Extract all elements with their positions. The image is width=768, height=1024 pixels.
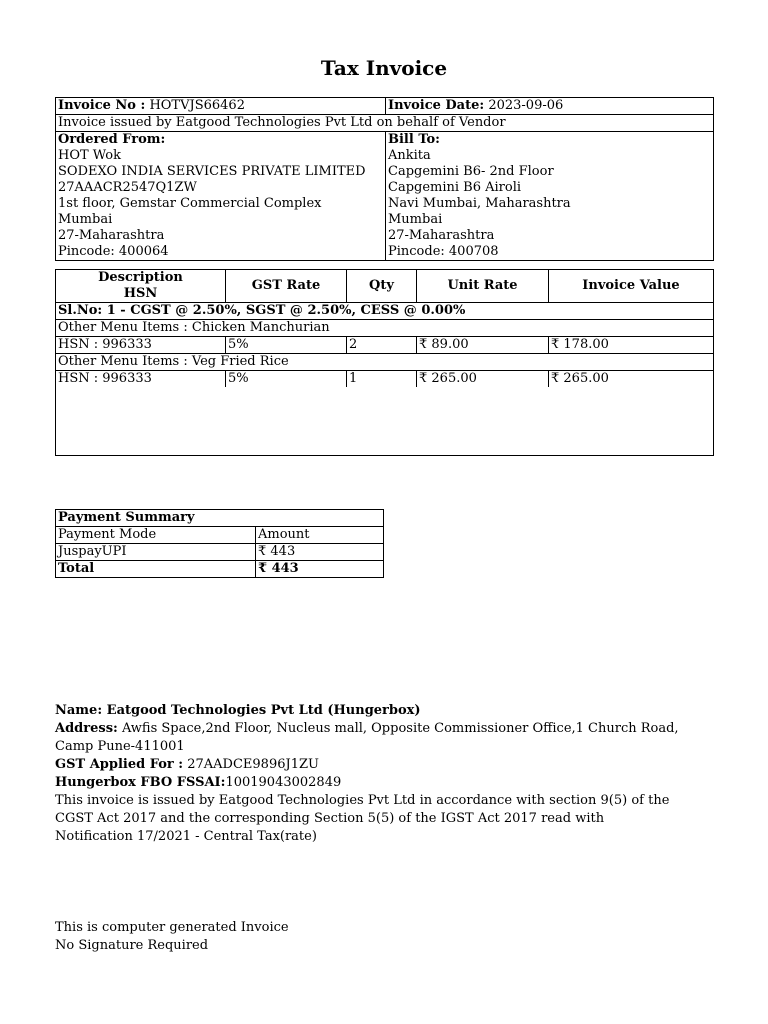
bill-to-cell (386, 132, 714, 261)
invoice-number: HOTVJS66462 (149, 98, 245, 113)
fssai (55, 774, 715, 792)
qty-header: Qty (347, 270, 417, 303)
ordered-from-line: 27AAACR2547Q1ZW (58, 180, 197, 195)
item-name-row (56, 320, 714, 337)
item-name: Other Menu Items : Veg Fried Rice (56, 354, 714, 371)
payment-title-row (56, 510, 384, 527)
items-table (55, 269, 714, 456)
ordered-from-cell (56, 132, 386, 261)
item-qty: 2 (347, 337, 417, 354)
signature-note (55, 919, 715, 955)
item-name: Other Menu Items : Chicken Manchurian (56, 320, 714, 337)
ordered-from-line: 1st floor, Gemstar Commercial Complex (58, 196, 322, 211)
ordered-from-line: 27-Maharashtra (58, 228, 165, 243)
address-label: Address: (55, 721, 118, 736)
address-row (56, 132, 714, 261)
description-header (56, 270, 226, 303)
payment-mode-header: Payment Mode (56, 527, 256, 544)
ordered-from-line: HOT Wok (58, 148, 121, 163)
issued-note-row (56, 115, 714, 132)
item-name-row (56, 354, 714, 371)
invoice-header-table (55, 97, 714, 261)
invoice-date-cell (386, 98, 714, 115)
gst-value: 27AADCE9896J1ZU (187, 757, 319, 772)
no-signature-note: No Signature Required (55, 938, 209, 953)
items-header-row (56, 270, 714, 303)
company-address (55, 720, 715, 756)
tax-group-label: Sl.No: 1 - CGST @ 2.50%, SGST @ 2.50%, CESS @ 0.00% (56, 303, 714, 320)
gst-rate-header: GST Rate (226, 270, 347, 303)
payment-amount: ₹ 443 (256, 544, 384, 561)
payment-summary-table (55, 509, 384, 578)
invoice-date: 2023-09-06 (488, 98, 564, 113)
table-filler-row (56, 387, 714, 456)
bill-to-line: Mumbai (388, 212, 443, 227)
amount-header: Amount (256, 527, 384, 544)
payment-summary-title: Payment Summary (56, 510, 384, 527)
invoice-value-header: Invoice Value (549, 270, 714, 303)
legal-note-line: This invoice is issued by Eatgood Technologies Pvt Ltd in accordance with section 9(5) of the (55, 793, 670, 808)
bill-to-line: Navi Mumbai, Maharashtra (388, 196, 571, 211)
item-unit-rate: ₹ 89.00 (417, 337, 549, 354)
legal-note-line: Notification 17/2021 - Central Tax(rate) (55, 829, 317, 844)
table-row (56, 337, 714, 354)
bill-to-line: 27-Maharashtra (388, 228, 495, 243)
invoice-number-cell (56, 98, 386, 115)
item-hsn: HSN : 996333 (56, 337, 226, 354)
company-details (55, 702, 715, 846)
company-name: Name: Eatgood Technologies Pvt Ltd (Hungerbox) (55, 703, 421, 718)
item-unit-rate: ₹ 265.00 (417, 371, 549, 388)
item-qty: 1 (347, 371, 417, 388)
page-title: Tax Invoice (320, 56, 448, 80)
table-row (56, 371, 714, 388)
bill-to-line: Ankita (388, 148, 431, 163)
address-value: Awfis Space,2nd Floor, Nucleus mall, Opposite Commissioner Office,1 Church Road, Camp Pune-411001 (55, 721, 679, 754)
gst-applied (55, 756, 715, 774)
item-gst: 5% (226, 337, 347, 354)
unit-rate-header: Unit Rate (417, 270, 549, 303)
payment-total-row (56, 561, 384, 578)
item-gst: 5% (226, 371, 347, 388)
ordered-from-line: SODEXO INDIA SERVICES PRIVATE LIMITED (58, 164, 366, 179)
table-row (56, 544, 384, 561)
invoice-meta-row (56, 98, 714, 115)
payment-mode: JuspayUPI (56, 544, 256, 561)
item-value: ₹ 178.00 (549, 337, 714, 354)
bill-to-line: Pincode: 400708 (388, 244, 499, 259)
payment-header-row (56, 527, 384, 544)
bill-to-line: Capgemini B6- 2nd Floor (388, 164, 554, 179)
hsn-header-label: HSN (123, 286, 158, 301)
table-filler (56, 387, 714, 456)
fssai-value: 10019043002849 (225, 775, 342, 790)
gst-label: GST Applied For : (55, 757, 184, 772)
invoice-date-label: Invoice Date: (388, 98, 485, 113)
bill-to-label: Bill To: (388, 132, 440, 147)
item-hsn: HSN : 996333 (56, 371, 226, 388)
total-label: Total (56, 561, 256, 578)
item-value: ₹ 265.00 (549, 371, 714, 388)
total-amount: ₹ 443 (256, 561, 384, 578)
ordered-from-label: Ordered From: (58, 132, 166, 147)
tax-group-row (56, 303, 714, 320)
fssai-label: Hungerbox FBO FSSAI: (55, 775, 226, 790)
issued-note: Invoice issued by Eatgood Technologies Pvt Ltd on behalf of Vendor (56, 115, 714, 132)
description-header-label: Description (98, 270, 183, 285)
legal-note-line: CGST Act 2017 and the corresponding Section 5(5) of the IGST Act 2017 read with (55, 811, 605, 826)
invoice-number-label: Invoice No : (58, 98, 146, 113)
computer-generated-note: This is computer generated Invoice (55, 920, 289, 935)
ordered-from-line: Mumbai (58, 212, 113, 227)
bill-to-line: Capgemini B6 Airoli (388, 180, 522, 195)
ordered-from-line: Pincode: 400064 (58, 244, 169, 259)
